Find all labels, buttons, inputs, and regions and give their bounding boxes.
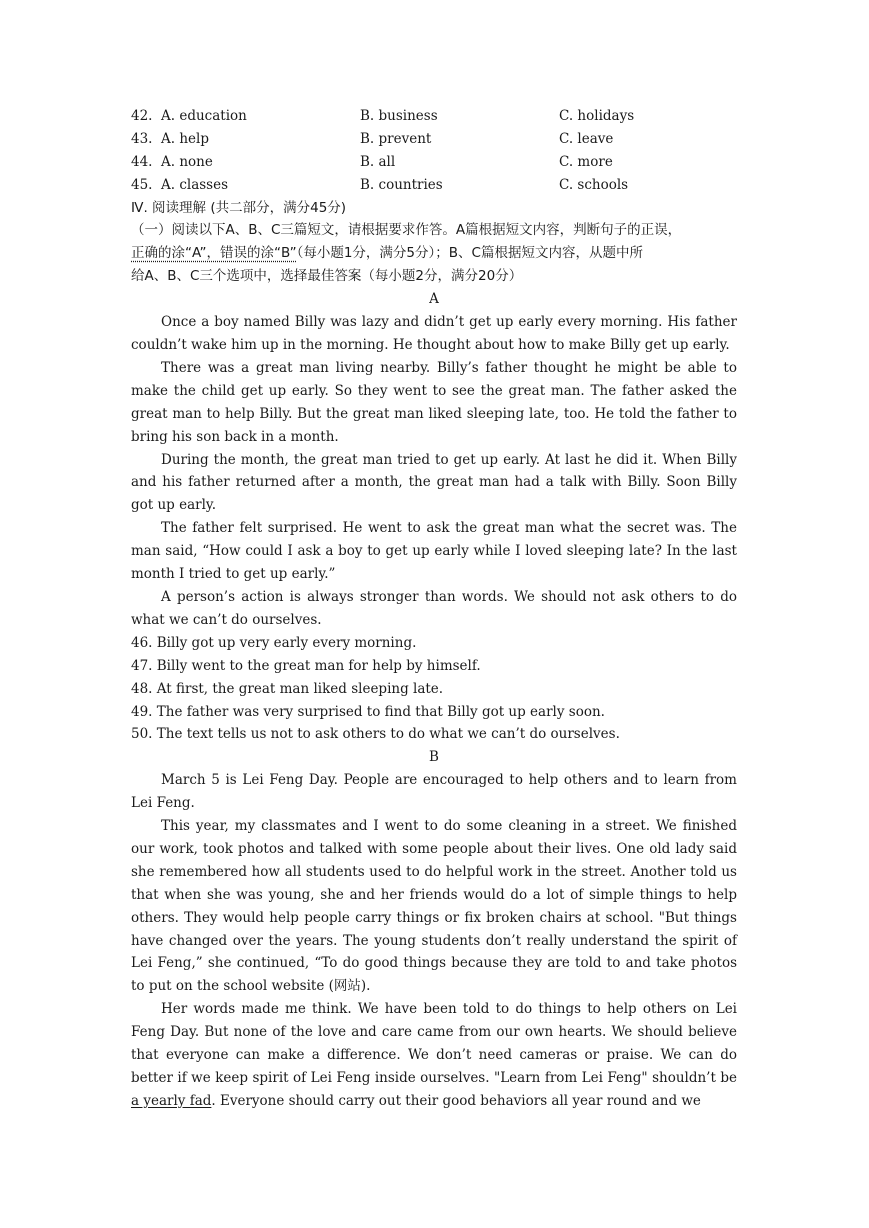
passage-b-last-end: . Everyone should carry out their good behaviors all year round and we xyxy=(211,1092,701,1109)
passage-a-paragraph: During the month, the great man tried to get up early. At last he did it. When Billy and his father returned after a month, the great man had a talk with Billy. Soon Billy got up early. xyxy=(131,451,737,514)
question-47: 47. Billy went to the great man for help by himself. xyxy=(131,657,481,674)
instructions-line-1: （一）阅读以下A、B、C三篇短文，请根据要求作答。A篇根据短文内容，判断句子的正误， xyxy=(131,222,682,239)
option-b: B. business xyxy=(360,108,438,124)
question-49: 49. The father was very surprised to find that Billy got up early soon. xyxy=(131,703,605,720)
option-a: A. help xyxy=(161,130,209,147)
instructions-line-2-rest: （每小题1分，满分5分）；B、C篇根据短文内容，从题中所 xyxy=(296,245,643,262)
document-page xyxy=(131,105,737,1113)
passage-a-paragraph: The father felt surprised. He went to ask the great man what the secret was. The man said, “How could I ask a boy to get up early while I loved sleeping late? In the last month I tried to get up early.” xyxy=(131,520,737,583)
instructions-dotted-text: 正确的涂“A”，错误的涂“B” xyxy=(131,245,297,262)
option-c: C. more xyxy=(559,153,613,170)
option-b: B. prevent xyxy=(360,130,432,147)
passage-a-body xyxy=(131,311,737,632)
section-title: Ⅳ. 阅读理解 (共二部分，满分45分) xyxy=(131,199,347,216)
passage-a-questions xyxy=(131,632,737,747)
option-b: B. all xyxy=(360,153,396,170)
underlined-phrase: a yearly fad xyxy=(131,1092,212,1109)
instructions-line-3: 给A、B、C三个选项中，选择最佳答案（每小题2分，满分20分） xyxy=(131,268,523,285)
option-row xyxy=(131,151,737,174)
option-a: A. none xyxy=(161,153,213,170)
passage-b-body xyxy=(131,769,737,1113)
instructions xyxy=(131,219,737,288)
passage-a-paragraph: A person’s action is always stronger than words. We should not ask others to do what we can’t do ourselves. xyxy=(131,588,737,628)
option-c: C. holidays xyxy=(559,108,635,124)
options-list xyxy=(131,105,737,197)
passage-b-paragraph: This year, my classmates and I went to do some cleaning in a street. We finished our work, took photos and talked with some people about their lives. One old lady said she remembered how all students used to do helpful work in the street. Another told us that when she was young, she and her friends would do a lot of simple things to help others. They would help people carry things or fix broken chairs at school. "But things have changed over the years. The young students don’t really understand the spirit of Lei Feng,” she continued, “To do good things because they are told to and take photos to put on the school website (网站). xyxy=(131,818,737,995)
option-b: B. countries xyxy=(360,176,443,193)
option-c: C. schools xyxy=(559,176,629,193)
passage-b-paragraph: March 5 is Lei Feng Day. People are encouraged to help others and to learn from Lei Feng. xyxy=(131,772,737,812)
question-number: 43. xyxy=(131,130,153,147)
instructions-line-2 xyxy=(131,242,737,265)
option-a: A. education xyxy=(161,108,247,124)
passage-b-last-paragraph xyxy=(131,998,737,1113)
question-number: 44. xyxy=(131,153,153,170)
passage-a-heading: A xyxy=(429,291,439,308)
option-a: A. classes xyxy=(161,176,229,193)
passage-b-heading: B xyxy=(429,749,439,766)
question-46: 46. Billy got up very early every morning. xyxy=(131,634,417,651)
option-row xyxy=(131,174,737,197)
option-c: C. leave xyxy=(559,130,614,147)
passage-a-paragraph: Once a boy named Billy was lazy and didn’t get up early every morning. His father couldn’t wake him up in the morning. He thought about how to make Billy get up early. xyxy=(131,314,737,353)
option-row xyxy=(131,105,737,128)
passage-b-last-start: Her words made me think. We have been told to do things to help others on Lei Feng Day. But none of the love and care came from our own hearts. We should believe that everyone can make a difference. We don’t need cameras or praise. We can do better if we keep spirit of Lei Feng inside ourselves. "Learn from Lei Feng" shouldn’t be xyxy=(131,1001,737,1086)
question-50: 50. The text tells us not to ask others to do what we can’t do ourselves. xyxy=(131,726,620,743)
option-row xyxy=(131,128,737,151)
question-number: 42. xyxy=(131,108,153,124)
question-number: 45. xyxy=(131,176,153,193)
question-48: 48. At first, the great man liked sleeping late. xyxy=(131,680,444,697)
passage-a-paragraph: There was a great man living nearby. Billy’s father thought he might be able to make the child get up early. So they went to see the great man. The father asked the great man to help Billy. But the great man liked sleeping late, too. He told the father to bring his son back in a month. xyxy=(131,359,737,445)
